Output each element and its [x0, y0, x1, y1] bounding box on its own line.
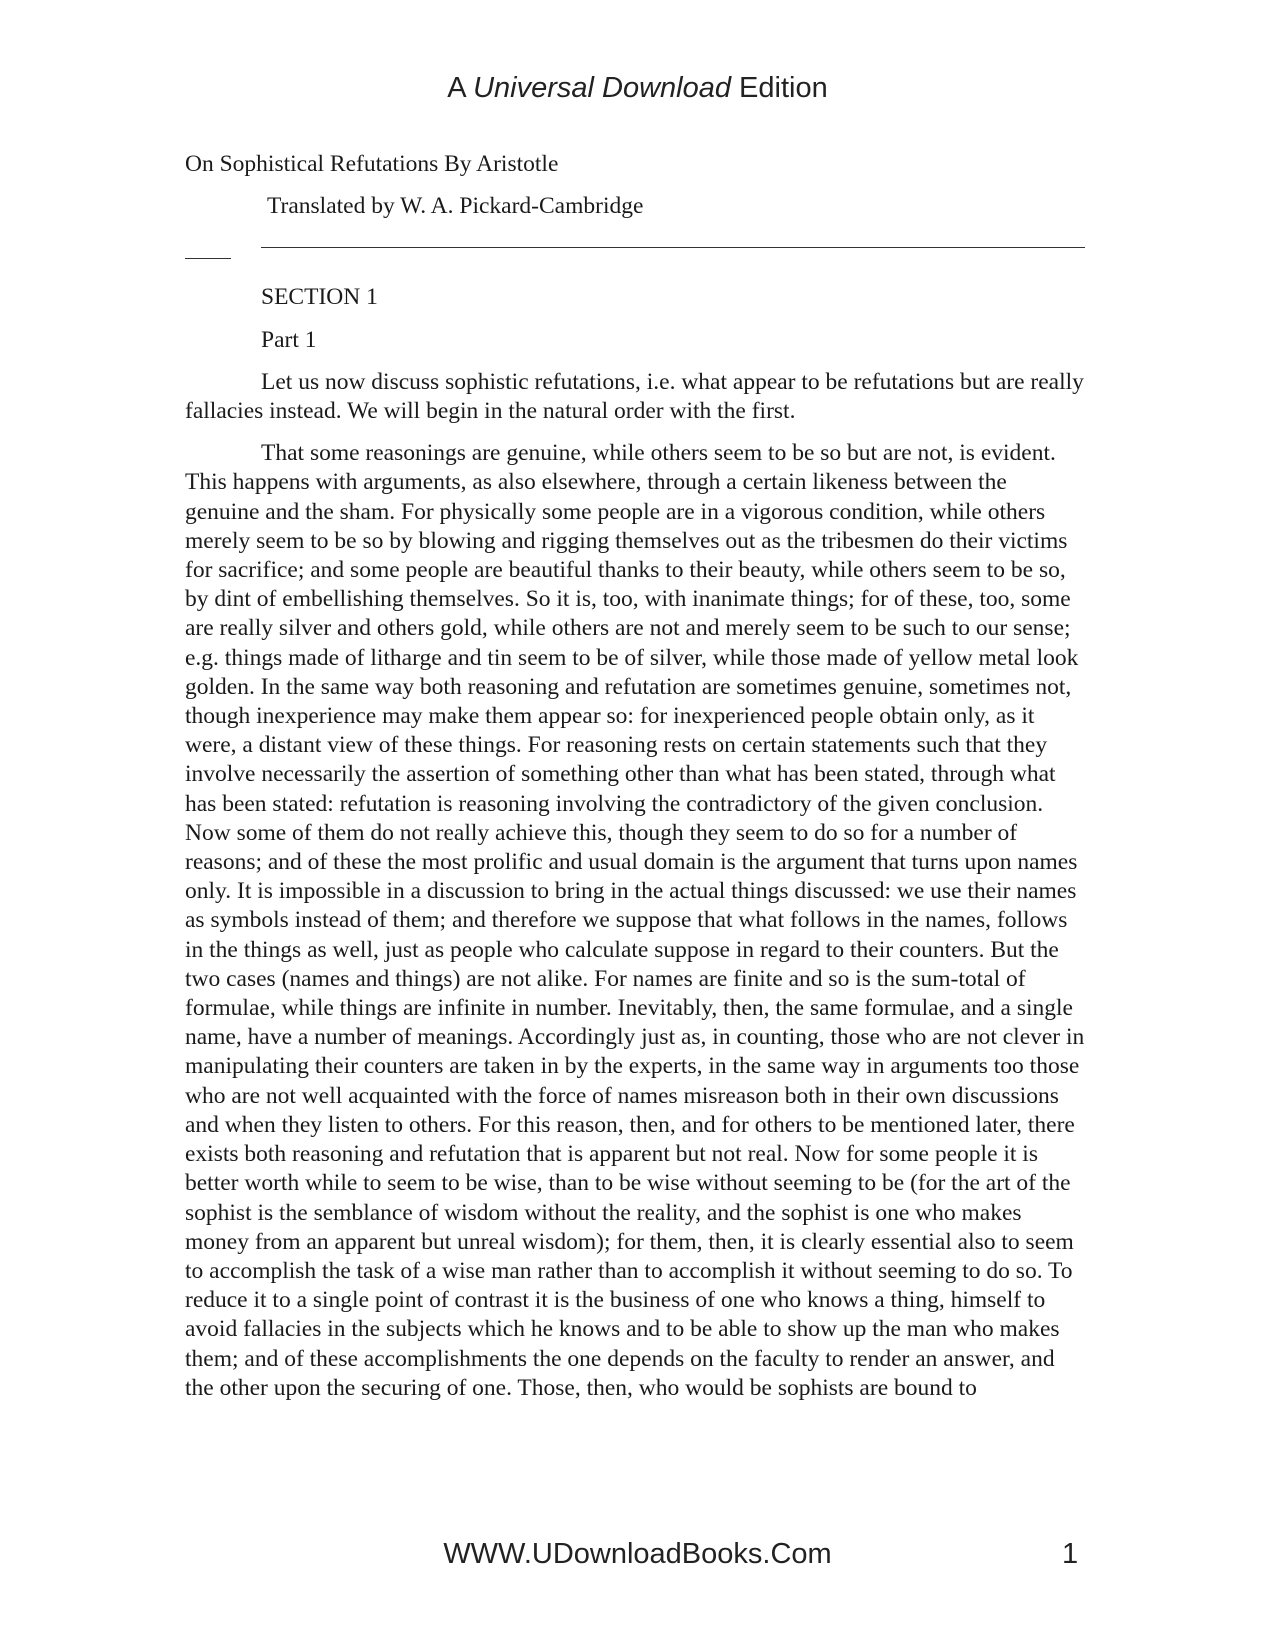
paragraph: That some reasonings are genuine, while others seem to be so but are not, is evident. This happens with arguments, as also elsewhere, through a certain likeness between the genuine and the sham. For physically some people are in a vigorous condition, while others merely seem to be so by blowing and rigging themselves out as the tribesmen do their victims for sacrifice; and some people are beautiful thanks to their beauty, while others seem to be so, by dint of embellishing themselves. So it is, too, with inanimate things; for of these, too, some are really silver and others gold, while others are not and merely seem to be such to our sense; e.g. things made of litharge and tin seem to be of silver, while those made of yellow metal look golden. In the same way both reasoning and refutation are sometimes genuine, sometimes not, though inexperience may make them appear so: for inexperienced people obtain only, as it were, a distant view of these things. For reasoning rests on certain statements such that they involve necessarily the assertion of something other than what has been stated, through what has been stated: refutation is reasoning involving the contradictory of the given conclusion. Now some of them do not really achieve this, though they seem to do so for a number of reasons; and of these the most prolific and usual domain is the argument that turns upon names only. It is impossible in a discussion to bring in the actual things discussed: we use their names as symbols instead of them; and therefore we suppose that what follows in the names, follows in the things as well, just as people who calculate suppose in regard to their counters. But the two cases (names and things) are not alike. For names are finite and so is the sum-total of formulae, while things are infinite in number. Inevitably, then, the same formulae, and a single name, have a number of meanings. Accordingly just as, in counting, those who are not clever in manipulating their counters are taken in by the experts, in the same way in arguments too those who are not well acquainted with the force of names misreason both in their own discussions and when they listen to others. For this reason, then, and for others to be mentioned later, there exists both reasoning and refutation that is apparent but not real. Now for some people it is better worth while to seem to be wise, than to be wise without seeming to be (for the art of the sophist is the semblance of wisdom without the reality, and the sophist is one who makes money from an apparent but unreal wisdom); for them, then, it is clearly essential also to seem to accomplish the task of a wise man rather than to accomplish it without seeming to do so. To reduce it to a single point of contrast it is the business of one who knows a thing, himself to avoid fallacies in the subjects which he knows and to be able to show up the man who makes them; and of these accomplishments the one depends on the faculty to render an answer, and the other upon the securing of one. Those, then, who would be sophists are bound to — [185, 440, 1085, 1401]
header-prefix: A — [447, 72, 466, 104]
header-italic-title: Universal Download — [473, 72, 731, 104]
part-heading: Part 1 — [261, 326, 317, 353]
page-number: 1 — [1062, 1538, 1079, 1570]
paragraph: Let us now discuss sophistic refutations, i.e. what appear to be refutations but are really fallacies instead. We will begin in the natural order with the first. — [185, 368, 1084, 425]
horizontal-rule — [261, 225, 1085, 248]
horizontal-rule-continuation — [185, 248, 231, 259]
document-title: On Sophistical Refutations By Aristotle — [185, 151, 559, 177]
header-suffix: Edition — [739, 72, 828, 104]
page-footer — [0, 1538, 1275, 1578]
page-header — [0, 72, 1275, 105]
footer-url: WWW.UDownloadBooks.Com — [443, 1538, 832, 1570]
section-heading: SECTION 1 — [261, 284, 378, 311]
document-body — [185, 150, 1085, 1416]
translator-credit: Translated by W. A. Pickard-Cambridge — [267, 193, 644, 220]
